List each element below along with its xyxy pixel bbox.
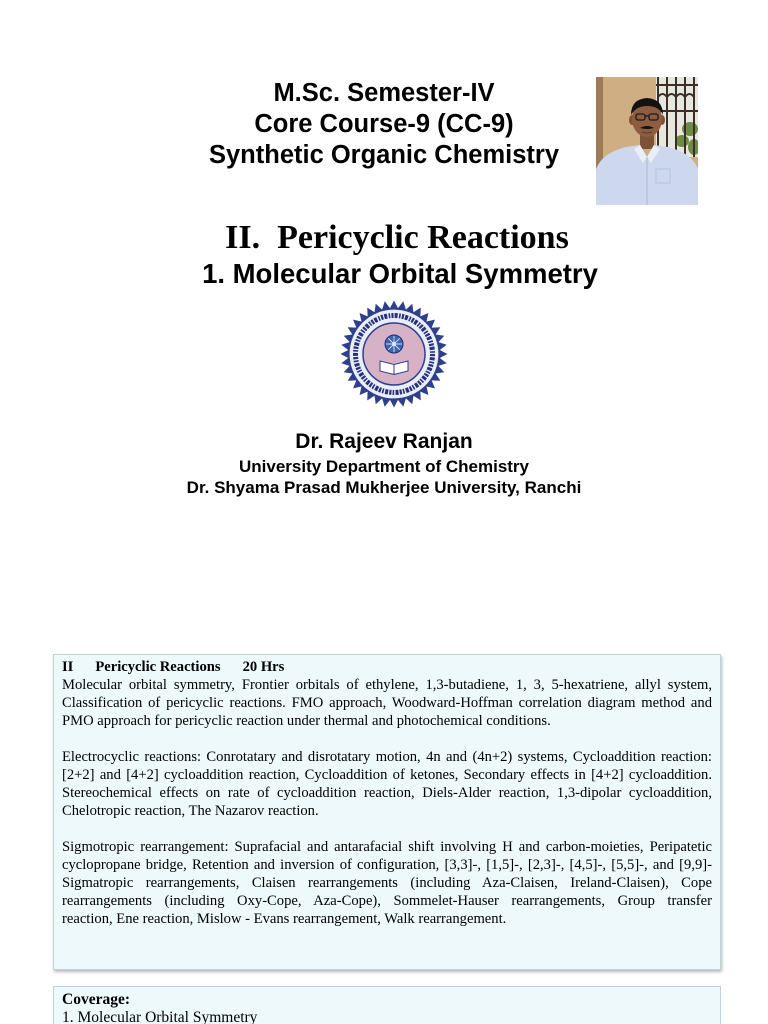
- university-seal-logo: [334, 299, 454, 409]
- syllabus-line: PMO approach for pericyclic reaction under thermal and photochemical conditions.: [62, 713, 551, 729]
- syllabus-line: cyclopropane bridge, Retention and inversion of configuration, [3,3]-, [1,5]-, [2,3]-, [4,5]-, [5,5]-, and [9,9]-: [62, 857, 712, 873]
- syllabus-line: Molecular orbital symmetry, Frontier orbitals of ethylene, 1,3-butadiene, 1, 3, 5-hexatriene, allyl system,: [62, 677, 712, 693]
- seal-inner-field: [363, 323, 425, 385]
- author-university: Dr. Shyama Prasad Mukherjee University, Ranchi: [186, 478, 582, 497]
- author-name: Dr. Rajeev Ranjan: [295, 430, 473, 453]
- syllabus-line: Sigmatropic rearrangements, Claisen rearrangements (including Aza-Claisen, Ireland-Claisen), Cope: [62, 875, 712, 891]
- author-affiliation: [0, 456, 768, 498]
- syllabus-line: Electrocyclic reactions: Conrotatary and disrotatary motion, 4n and (4n+2) systems, Cycloaddition reaction:: [62, 749, 712, 765]
- author-photo: [596, 77, 698, 205]
- seal-chakra-emblem: [385, 335, 403, 353]
- syllabus-unit-title: Pericyclic Reactions: [95, 659, 221, 675]
- syllabus-paragraph: [62, 676, 712, 730]
- syllabus-line: Stereochemical effects on rate of cycloaddition reaction, Diels-Alder reaction, 1,3-dipolar cycloaddition,: [62, 785, 712, 801]
- coverage-box: [53, 986, 721, 1024]
- syllabus-line: Chelotropic reaction, The Nazarov reaction.: [62, 803, 319, 819]
- unit-title: II. Pericyclic Reactions: [225, 219, 569, 256]
- unit-topic: 1. Molecular Orbital Symmetry: [202, 258, 598, 289]
- syllabus-line: Sigmotropic rearrangement: Suprafacial and antarafacial shift involving H and carbon-moieties, Peripatetic: [62, 839, 712, 855]
- syllabus-line: rearrangements (including Oxy-Cope, Aza-Cope), Sommelet-Hauser rearrangements, Group transfer: [62, 893, 712, 909]
- syllabus-line: Classification of pericyclic reactions. FMO approach, Woodward-Hoffman correlation diagram method and: [62, 695, 712, 711]
- syllabus-box: [53, 654, 721, 970]
- coverage-label: Coverage:: [62, 991, 130, 1008]
- semester-title: M.Sc. Semester-IV: [273, 79, 495, 107]
- coverage-item: 1. Molecular Orbital Symmetry: [62, 1009, 258, 1024]
- syllabus-heading: [62, 658, 712, 676]
- syllabus-line: [2+2] and [4+2] cycloaddition reaction, Cycloaddition of ketones, Secondary effects in [4+2] cycloaddition.: [62, 767, 712, 783]
- syllabus-unit-number: II: [62, 659, 74, 675]
- subject-title: Synthetic Organic Chemistry: [208, 141, 559, 169]
- syllabus-line: reaction, Ene reaction, Mislow - Evans rearrangement, Walk rearrangement.: [62, 911, 507, 927]
- syllabus-paragraph: [62, 748, 712, 820]
- syllabus-paragraph: [62, 838, 712, 928]
- author-department: University Department of Chemistry: [238, 457, 530, 476]
- syllabus-hours: 20 Hrs: [242, 659, 285, 675]
- course-title: Core Course-9 (CC-9): [254, 110, 514, 138]
